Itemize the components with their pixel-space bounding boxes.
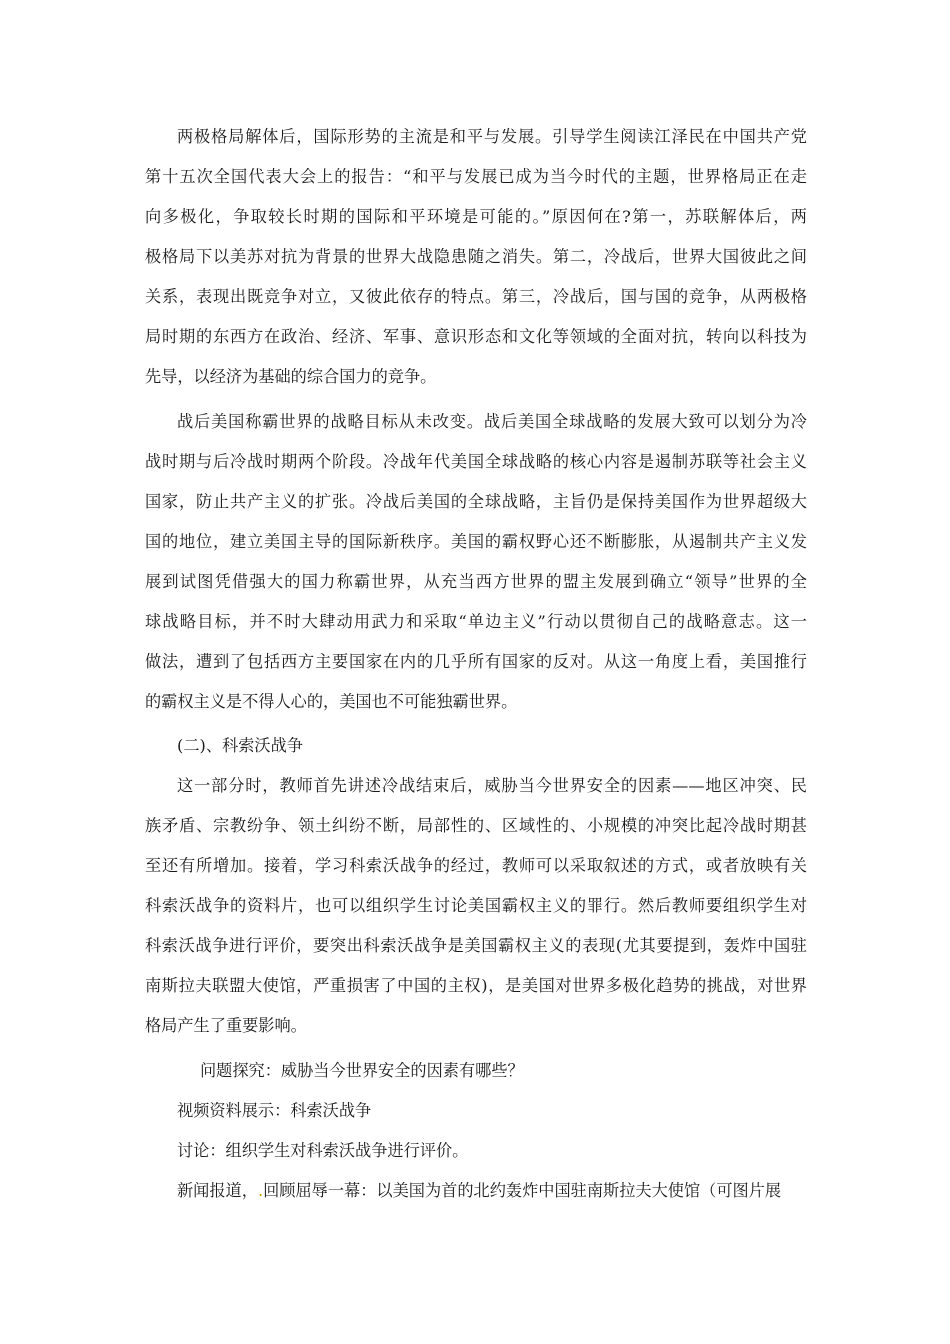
paragraph-line: 南斯拉夫联盟大使馆，严重损害了中国的主权)，是美国对世界多极化趋势的挑战，对世界 [145, 976, 807, 995]
paragraph-line: 做法，遭到了包括西方主要国家在内的几乎所有国家的反对。从这一角度上看，美国推行 [145, 652, 807, 671]
paragraph-line: 这一部分时，教师首先讲述冷战结束后，威胁当今世界安全的因素——地区冲突、民 [177, 776, 807, 795]
paragraph-line: 先导，以经济为基础的综合国力的竞争。 [145, 367, 437, 386]
paragraph-line: 的霸权主义是不得人心的，美国也不可能独霸世界。 [145, 692, 518, 711]
paragraph-line: 局时期的东西方在政治、经济、军事、意识形态和文化等领域的全面对抗，转向以科技为 [145, 327, 807, 346]
paragraph-line: 第十五次全国代表大会上的报告：“和平与发展已成为当今时代的主题，世界格局正在走 [145, 167, 807, 186]
news-line [177, 1175, 807, 1207]
paragraph-line: 族矛盾、宗教纷争、领土纠纷不断，局部性的、区域性的、小规模的冲突比起冷战时期甚 [145, 816, 807, 835]
paragraph-line: 国的地位，建立美国主导的国际新秩序。美国的霸权野心还不断膨胀，从遏制共产主义发 [145, 532, 807, 551]
video-line: 视频资料展示：科索沃战争 [177, 1101, 372, 1120]
paragraph-line: 展到试图凭借强大的国力称霸世界，从充当西方世界的盟主发展到确立“领导”世界的全 [145, 572, 807, 591]
paragraph-line: 国家，防止共产主义的扩张。冷战后美国的全球战略，主旨仍是保持美国作为世界超级大 [145, 492, 807, 511]
section-heading: (二)、科索沃战争 [177, 736, 303, 755]
paragraph-line: 战后美国称霸世界的战略目标从未改变。战后美国全球战略的发展大致可以划分为冷 [177, 412, 807, 431]
inquiry-line: 问题探究：威胁当今世界安全的因素有哪些？ [200, 1061, 524, 1080]
paragraph-line: 格局产生了重要影响。 [145, 1016, 307, 1035]
discussion-line: 讨论：组织学生对科索沃战争进行评价。 [177, 1141, 469, 1160]
news-prefix: 新闻报道， [177, 1181, 258, 1200]
news-rest: 回顾屈辱一幕：以美国为首的北约轰炸中国驻南斯拉夫大使馆（可图片展 [263, 1181, 782, 1200]
paragraph-line: 战时期与后冷战时期两个阶段。冷战年代美国全球战略的核心内容是遏制苏联等社会主义 [145, 452, 807, 471]
paragraph-line: 关系，表现出既竞争对立，又彼此依存的特点。第三，冷战后，国与国的竞争，从两极格 [145, 287, 807, 306]
paragraph-line: 极格局下以美苏对抗为背景的世界大战隐患随之消失。第二，冷战后，世界大国彼此之间 [145, 247, 807, 266]
paragraph-line: 向多极化，争取较长时期的国际和平环境是可能的。”原因何在?第一，苏联解体后，两 [145, 207, 807, 226]
news-dot: . [257, 1181, 264, 1200]
paragraph-line: 科索沃战争进行评价，要突出科索沃战争是美国霸权主义的表现(尤其要提到，轰炸中国驻 [145, 936, 807, 955]
paragraph-line: 科索沃战争的资料片，也可以组织学生讨论美国霸权主义的罪行。然后教师要组织学生对 [145, 896, 807, 915]
paragraph-line: 两极格局解体后，国际形势的主流是和平与发展。引导学生阅读江泽民在中国共产党 [177, 127, 807, 146]
paragraph-line: 至还有所增加。接着，学习科索沃战争的经过，教师可以采取叙述的方式，或者放映有关 [145, 856, 807, 875]
paragraph-line: 球战略目标，并不时大肆动用武力和采取“单边主义”行动以贯彻自己的战略意志。这一 [145, 612, 807, 631]
